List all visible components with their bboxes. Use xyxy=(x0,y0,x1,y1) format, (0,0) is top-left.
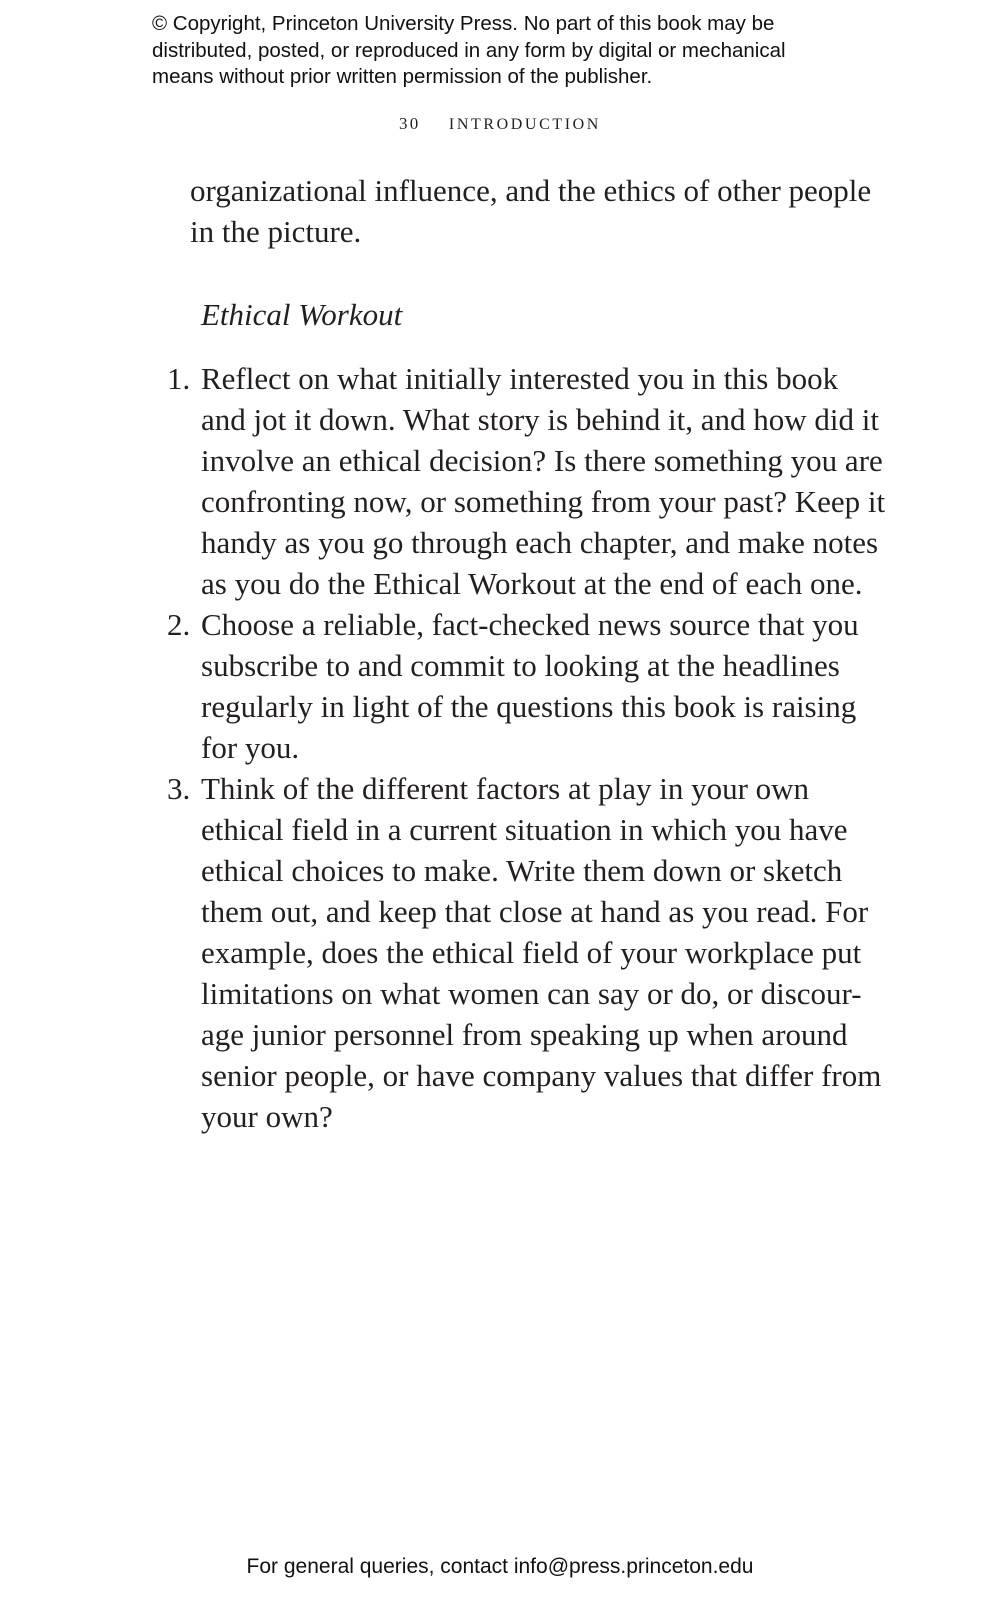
item-text xyxy=(201,604,1000,768)
text-line: Choose a reliable, fact-checked news source that you xyxy=(201,607,859,642)
copyright-line: distributed, posted, or reproduced in any form by digital or mechanical xyxy=(152,38,786,62)
item-number: 2. xyxy=(167,607,191,642)
running-head xyxy=(0,114,1000,134)
text-line: your own? xyxy=(201,1099,333,1134)
text-line: involve an ethical decision? Is there something you are xyxy=(201,443,883,478)
footer-contact: For general queries, contact info@press.princeton.edu xyxy=(246,1555,754,1578)
workout-list xyxy=(0,358,1000,1137)
item-text xyxy=(201,768,1000,1137)
text-line: as you do the Ethical Workout at the end of each one. xyxy=(201,566,863,601)
item-number: 3. xyxy=(167,771,191,806)
text-line: and jot it down. What story is behind it, and how did it xyxy=(201,402,879,437)
list-item xyxy=(0,358,1000,604)
text-line: them out, and keep that close at hand as you read. For xyxy=(201,894,869,929)
text-line: in the picture. xyxy=(190,214,362,249)
section-title: INTRODUCTION xyxy=(448,116,601,133)
text-line: ethical field in a current situation in which you have xyxy=(201,812,848,847)
text-line: ethical choices to make. Write them down or sketch xyxy=(201,853,843,888)
text-line: age junior personnel from speaking up when around xyxy=(201,1017,848,1052)
text-line: organizational influence, and the ethics of other people xyxy=(190,173,872,208)
text-line: example, does the ethical field of your workplace put xyxy=(201,935,862,970)
text-line: Think of the different factors at play in your own xyxy=(201,771,810,806)
item-text xyxy=(201,358,1000,604)
text-line: for you. xyxy=(201,730,300,765)
lead-paragraph xyxy=(190,170,890,252)
text-line: Reflect on what initially interested you in this book xyxy=(201,361,839,396)
text-line: regularly in light of the questions this book is raising xyxy=(201,689,857,724)
list-item xyxy=(0,768,1000,1137)
section-subheading: Ethical Workout xyxy=(201,297,403,332)
text-line: confronting now, or something from your past? Keep it xyxy=(201,484,886,519)
page-number: 30 xyxy=(399,114,421,133)
copyright-line: © Copyright, Princeton University Press. No part of this book may be xyxy=(152,12,775,35)
text-line: handy as you go through each chapter, and make notes xyxy=(201,525,879,560)
text-line: subscribe to and commit to looking at the headlines xyxy=(201,648,840,683)
text-line: limitations on what women can say or do, or discour- xyxy=(201,976,862,1011)
copyright-notice xyxy=(152,11,872,91)
list-item xyxy=(0,604,1000,768)
copyright-line: means without prior written permission of the publisher. xyxy=(152,65,653,88)
text-line: senior people, or have company values that differ from xyxy=(201,1058,882,1093)
item-number: 1. xyxy=(167,361,191,396)
